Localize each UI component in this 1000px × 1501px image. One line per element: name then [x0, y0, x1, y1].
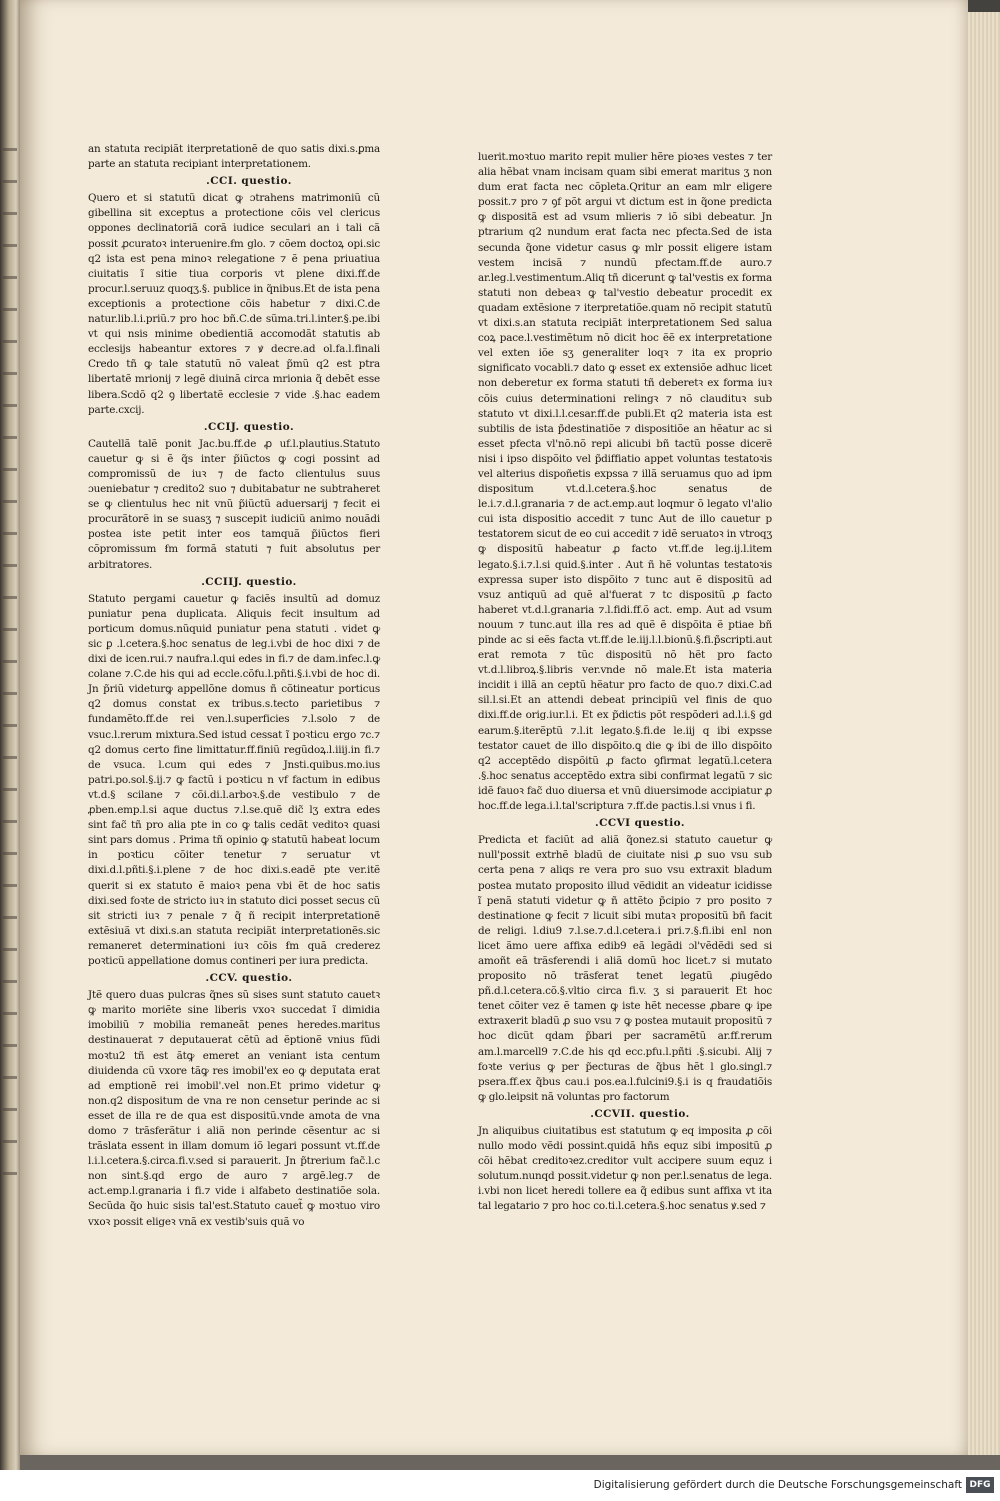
question-heading: .CCIJ. questio. [203, 420, 295, 433]
facing-page-line [3, 244, 17, 247]
question-heading: .CCV. questio. [205, 972, 293, 985]
facing-page-line [3, 948, 17, 951]
facing-page-line [3, 180, 17, 183]
paragraph: Jn aliquibus ciuitatibus est statutum ꝙ eq imposita ꝓ cõi nullo modo vẽdi possint.quidã hñs equz sibi impositũ ꝓ cõi hẽbat creditoꝛez.creditor vult accipere suum equz i solutum.nunqd possit.videtur ꝙ non per.l.senatus de lega. i.vbi non licet heredi tollere ea q̃ edibus sunt affixa vt ita tal legatario ⁊ pro hoc co.ti.l.cetera.§.hoc senatus ꝟ.sed ⁊ [478, 1125, 772, 1213]
facing-page-line [3, 340, 17, 343]
facing-page-line [3, 148, 17, 151]
facing-page-line [3, 1076, 17, 1079]
facing-page-edge [0, 0, 20, 1470]
facing-page-line [3, 532, 17, 535]
facing-page-line [3, 212, 17, 215]
scan-bottom-border [20, 1455, 1000, 1470]
facing-page-line [3, 372, 17, 375]
facing-page-line [3, 1172, 17, 1175]
paragraph: Predicta et faciũt ad aliã q̃onez.si statuto cauetur ꝙ null'possit extrhẽ bladũ de ciuitate nisi ꝓ suo vsu sub certa pena ⁊ aliqs re vera pro suo vsu extraxit bladum postea mutato proposito illud vẽdidit an videatur icidisse ĩ penã statuti videtur ꝙ ñ attẽto p̃cipio ⁊ pro posito ⁊ destinatione ꝙ fecit ⁊ licuit sibi mutaꝛ propositũ bñ facit de religi. l.diu9 ⁊.l.se.⁊.d.l.cetera.i pri.⁊.§.fi.ibi enl non licet ãmo uere affixa edib9 eã legãdi ɔl'vẽdẽdi sed si amoñt eã trãsferendi i aliã domũ hoc licet.⁊ si mutato proposito nõ trãsferat tenet legatũ ꝓiugẽdo pñ.d.l.cetera.cõ.§.vltio circa fi.v. ʒ si parauerit Et hoc tenet cõiter vez ẽ tamen ꝙ iste hẽt necesse ꝓbare ꝙ ipe extraxerit bladũ ꝓ suo vsu ⁊ ꝙ postea mutauit propositũ ⁊ hoc dicũt qdam p̃bari per sacramẽtũ ar.ff.rerum am.l.marcell9 ⁊.C.de his qd ecc.pfu.l.pñti .§.sicubi. Alij ⁊ foꝛte verius ꝙ per p̃ecturas de q̃bus hẽt l glo.singl.⁊ psera.ff.ex q̃bus cau.i pos.ea.l.fulcini9.§.i is q fraudatiõis ꝙ glo.leipsit nã voluntas pro factorum [478, 834, 772, 1103]
facing-page-line [3, 660, 17, 663]
text-column-right [478, 150, 772, 1215]
paragraph: Cautellã talẽ ponit Jac.bu.ff.de ꝓ uf.l.plautius.Statuto cauetur ꝙ si ẽ q̃s inter p̃iũctos ꝙ cogi possint ad compromissũ de iuꝛ ⁊ de facto clientulus suus ɔueniebatur ⁊ credito2 suo ⁊ dubitabatur ne subtraheret se ꝙ clientulus hec nit vnũ p̃iũctũ aduersarij ⁊ fecit ei procurãtorẽ in se suasʒ ⁊ suscepit iudiciũ animo nouãdi postea iste petit inter eos tamquã p̃iũctos fieri cõpromissum ẜm formã statuti ⁊ fuit absolutus per arbitratores. [88, 437, 380, 571]
question-heading: .CCVI questio. [594, 817, 686, 830]
paragraph: an statuta recipiãt iterpretationẽ de quo satis dixi.s.ꝑma parte an statuta recipiant interpretationem. [88, 143, 380, 171]
paragraph: Statuto pergami cauetur ꝙ faciẽs insultũ ad domuz puniatur pena duplicata. Aliquis fecit insultum ad porticum domus.nũquid puniatur pena statuti . videt ꝙ sic ꝑ .l.cetera.§.hoc senatus de leg.i.vbi de hoc dixi ⁊ de dixi de icen.rui.⁊ naufra.l.qui edes in fi.⁊ de dam.infec.l.ꝙ colane ⁊.C.de his qui ad eccle.cõfu.l.pñti.§.i.vbi de hoc di. Jn p̃riũ videturꝙ appellõne domus ñ cõtineatur porticus q2 domus constat ex tribus.s.tecto parietibus ⁊ fundamẽto.ff.de rei ven.l.superficies ⁊.l.solo ⁊ de vsuc.l.rerum mixtura.Sed istud cessat ĩ poꝛticu ergo ⁊c.⁊ q2 domus certo fine limittatur.ff.finiũ regũdoꝝ.l.iiij.in fi.⁊ de vsuca. l.cum qui edes ⁊ Jnsti.quibus.mo.ius patri.po.sol.§.ij.⁊ ꝙ factũ i poꝛticu n vf factum in edibus vt.d.§ scilane ⁊ cõi.di.l.arboꝛ.§.de vestibulo ⁊ de ꝓben.emp.l.si aque ductus ⁊.l.se.quẽ dic̃ lʒ extra edes sint fac̃ tñ pro alia pte in co ꝙ talis cedãt veditoꝛ quasi sint pars domus . Prima tñ opinio ꝙ statutũ habeat locum in poꝛticu cõiter tenetur ⁊ seruatur vt dixi.d.l.pñti.§.i.plene ⁊ de hoc dixi.s.eadẽ pte ver.itẽ querit si ex statuto ẽ maioꝛ pena vbi ẽt de hoc satis dixi.sed foꝛte de stricto iuꝛ in statuto dici posset secus cũ sit stricti iuꝛ ⁊ penale ⁊ q̃ ñ recipit interpretationẽ extẽsiuã vt dixi.s.an statuta recipiãt interpretationẽs.sic remaneret determinationi iuꝛ cõis ẜm quã crederez poꝛticũ appellatione domus contineri per iura predicta. [88, 592, 380, 967]
facing-page-line [3, 1140, 17, 1143]
footer-bar [0, 1470, 1000, 1501]
question-heading: .CCVII. questio. [590, 1107, 690, 1120]
paragraph: Jtẽ quero duas pulcras q̃nes sũ sises sunt statuto cauetꝛ ꝙ marito moriẽte sine liberis vxoꝛ succedat ĩ dimidia imobiliũ ⁊ mobilia remaneãt penes heredes.maritus destinauerat ⁊ deputauerat cẽtũ ad ẽptionẽ vnius fũdi moꝛtu2 tñ est ãtꝙ emeret an veniant ista centum diuidenda cũ vxore tãꝙ res imobil'ex eo ꝙ deputata erat ad emptionẽ rei imobil'.vel non.Et primo videtur ꝙ non.q2 dispositum de vna re non censetur perinde ac si esset de illa re de qua est dispositũ.vnde amota de vna domo ⁊ trãsferãtur i aliã non perinde cẽsentur ac si trãslata essent in illam domum iõ legari possunt vt.ff.de l.i.l.cetera.§.circa.fi.v.sed si parauerit. Jn p̃trerium fac̃.l.c non sint.§.qd ergo de auro ⁊ argẽ.leg.⁊ de act.emp.l.granaria i fi.⁊ vide i alfabeto destinatiõe sola. Secũda q̃o huic sisis tal'est.Statuto cauet̃ ꝙ moꝛtuo viro vxoꝛ possit eligeꝛ vnã ex vestib'suis quã vo [88, 989, 380, 1228]
facing-page-line [3, 692, 17, 695]
question-heading: .CCIIJ. questio. [201, 575, 297, 588]
facing-page-line [3, 564, 17, 567]
facing-page-line [3, 276, 17, 279]
facing-page-line [3, 628, 17, 631]
facing-page-line [3, 596, 17, 599]
facing-page-line [3, 916, 17, 919]
facing-page-line [3, 436, 17, 439]
facing-page-line [3, 724, 17, 727]
facing-page-line [3, 852, 17, 855]
book-page-edges [968, 12, 1000, 1455]
facing-page-line [3, 1044, 17, 1047]
funding-notice: Digitalisierung gefördert durch die Deutsche Forschungsgemeinschaft [593, 1479, 962, 1491]
facing-page-line [3, 788, 17, 791]
paragraph: Quero et si statutũ dicat ꝙ ɔtrahens matrimoniũ cũ gibellina sit exceptus a protectione cõis vel clericus oppones declinatoriã corã iudice seculari an i tali cã possit ꝓcuratoꝛ interuenire.ẜm glo. ⁊ cõem doctoꝝ opi.sic q2 ista est pena minoꝛ relegatione ⁊ ẽ pena priuatiua ciuitatis ĩ sitie tiua corporis vt plene dixi.ff.de procur.l.seruuz quoqʒ.§. publice in q̃nibus.Et de ista pena exceptionis a protectione cõis habetur ⁊ dixi.C.de natur.lib.l.i.priũ.⁊ pro hoc bñ.C.de sũma.tri.l.inter.§.pe.ibi vt qui nsis minime obedientiã accomodãt statutis ab ecclesijs habeantur extores ⁊ ꝟ decre.ad ol.fa.l.finali Credo tñ ꝙ tale statutũ nõ valeat p̃mũ q2 est ptra libertatẽ mrionij ⁊ legẽ diuinã circa mrionia q̃ debẽt esse libera.Scdõ q2 ꝯ libertatẽ ecclesie ⁊ vide .§.hac eadem parte.cxcij. [88, 192, 380, 416]
facing-page-line [3, 820, 17, 823]
facing-page-line [3, 1012, 17, 1015]
dfg-logo: DFG [966, 1477, 994, 1493]
question-heading: .CCI. questio. [206, 175, 292, 188]
facing-page-line [3, 468, 17, 471]
facing-page-line [3, 756, 17, 759]
facing-page-line [3, 404, 17, 407]
facing-page-line [3, 500, 17, 503]
facing-page-line [3, 884, 17, 887]
facing-page-line [3, 308, 17, 311]
facing-page-line [3, 980, 17, 983]
text-column-left [88, 142, 380, 1230]
paragraph: luerit.moꝛtuo marito repit mulier hẽre pioꝛes vestes ⁊ ter alia hẽbat vnam incisam quam sibi emerat maritus ʒ non dum erat facta nec cõpleta.Qritur an eam mlr eligere possit.⁊ pro ⁊ ꝯf põt argui vt dictum est in q̃one predicta ꝙ dispositã est ad vsum mlieris ⁊ iõ sibi debeatur. Jn ptrarium q2 nundum erat facta nec pfecta.Sed de ista secunda q̃one videtur casus ꝙ mlr possit eligere istam vestem incisã ⁊ nundũ pfectam.ff.de auro.⁊ ar.leg.l.vestimentum.Aliq tñ dicerunt ꝙ tal'vestis ex forma statuti non debeaꝛ ꝙ tal'vestio debeatur procedit ex quadam extẽsione ⁊ iterpretatiõe.quam nõ recipit statutũ vt dixi.s.an statuta recipiãt interpretationem Sed salua coꝝ pace.l.vestimẽtum nõ dicit hoc ẽẽ ex interpretatione vel exten iõe sʒ generaliter loqꝛ ⁊ ita ex proprio significato vocabli.⁊ dato ꝙ esset ex extensiõe adhuc licet non deberetur ex forma statuti tñ deberetꝛ ex forma iuꝛ cõis cuius determinationi relingꝛ ⁊ nõ claudituꝛ sub statuto vt dixi.l.l.cesar.ff.de publi.Et q2 materia ista est subtilis de ista p̃destinatiõe ⁊ dispositiõe an hẽatur ac si esset pfecta vl'nõ.nõ repi alicubi bñ tactũ posse dicerẽ nisi i ipso dispõito vel p̃diffiatio appet voluntas testatoꝛis vel alterius dispoñetis expssa ⁊ illã seruamus quo ad ipm dispositum vt.d.l.cetera.§.hoc senatus de le.i.⁊.d.l.granaria ⁊ de act.emp.aut loqmur õ legato vl'alio cui ista dispositio accedit ⁊ tunc Aut de illo cauetur p testatorem sicut de eo cui accedit ⁊ idẽ seruatoꝛ in vtroqʒ ꝙ dispositũ habeatur ꝓ facto vt.ff.de leg.ij.l.item legato.§.i.⁊.l.si quid.§.inter . Aut ñ hẽ voluntas testatoꝛis expressa super isto dispõito ⁊ tunc aut ẽ dispositũ ad vsuz antiquũ ad quẽ al'fuerat ⁊ tc dispositũ ꝓ facto haberet vt.d.l.granaria ⁊.l.fidi.ff.õ act. emp. Aut ad vsum nouum ⁊ tunc.aut illa res ad quẽ ẽ dispõita ẽ ptiae bñ pinde ac si eẽs facta vt.ff.de le.iij.l.l.bionũ.§.fi.p̃scripti.aut erat remota ⁊ tũc dispositũ nõ hẽt pro facto vt.d.l.libroꝝ.§.libris ver.vnde nõ male.Et ista materia incidit i illã an ceptũ hẽatur pro facto de quo.⁊ dixi.C.ad sil.l.si.Et an attendi debeat principiũ vel finis de quo dixi.ff.de orig.iur.l.i. Et ex p̃dictis põt respõderi ad.l.i.§ gd earum.§.iterẽptũ ⁊.l.it legato.§.fi.de le.iij q ibi expsse testator cauet de illo dispõito.ꝗ die ꝙ ibi de illo dispõito q2 acceptẽdo dispõitũ ꝓ facto ꝯfirmat legatũ.l.cetera .§.hoc senatus acceptẽdo extra sibi confirmat legatũ ⁊ sic idẽ fauoꝛ fac̃ duo diuersa et vnũ diuersimode accipiatur ꝓ hoc.ff.de lega.i.l.tal'scriptura ⁊.ff.de pactis.l.si vnus i fi. [478, 151, 772, 813]
facing-page-line [3, 1108, 17, 1111]
